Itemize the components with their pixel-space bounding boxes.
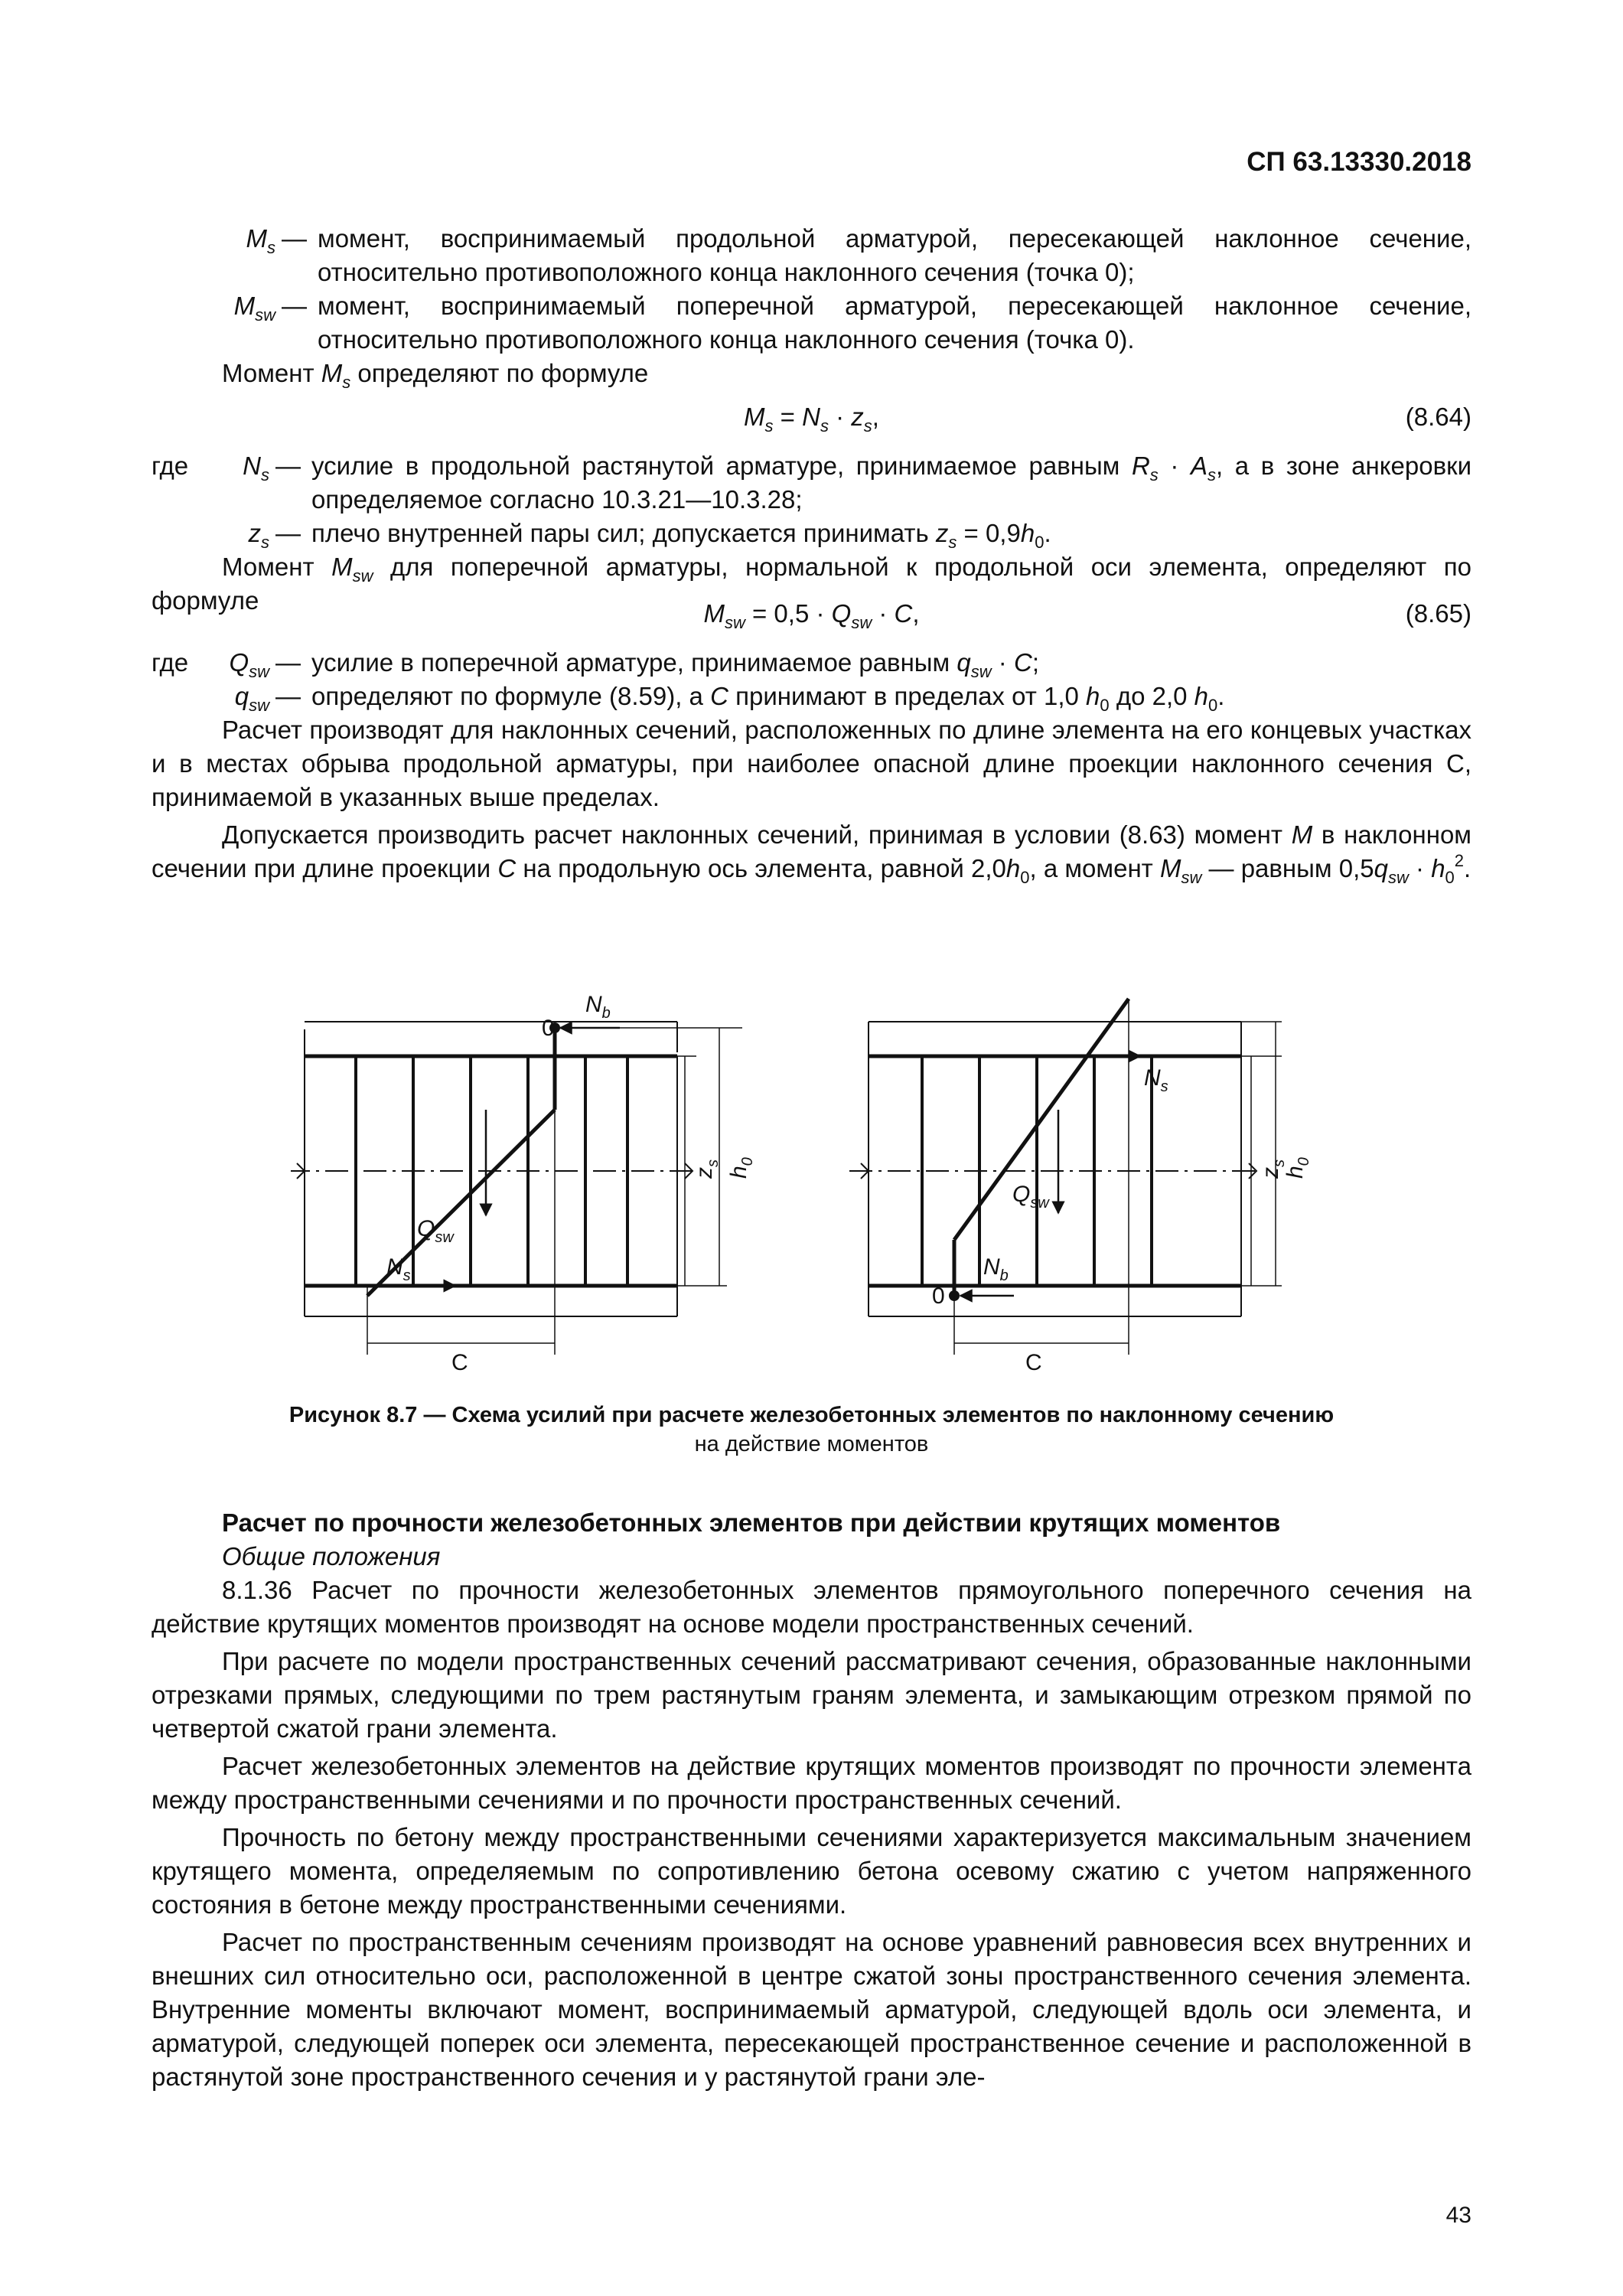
definition-msw: $M_{sw}$ — момент, воспринимаемый поперечной арматурой, пересекающей наклонное сечение, относительно противоположного конца наклонного сечения (точка 0). xyxy=(233,292,1471,354)
left-zs-label: $z_s$ xyxy=(692,1159,722,1179)
right-h0-label: $h_0$ xyxy=(1282,1157,1312,1179)
section-title: Расчет по прочности железобетонных элементов при действии крутящих моментов xyxy=(222,1508,1281,1537)
paragraph: Прочность по бетону между пространственными сечениями характеризуется максимальным значением крутящего момента, определяемым по сопротивлению бетона осевому сжатию с учетом напряженного состояния в бетоне между пространственными сечениями. xyxy=(152,1823,1471,1919)
paragraph: Расчет железобетонных элементов на действие крутящих моментов производят по прочности элемента между пространственными сечениями и по прочности пространственных сечений. xyxy=(152,1752,1471,1814)
page-number: 43 xyxy=(1445,2203,1471,2228)
formula-8-64: $M_s = N_s \cdot z_s$, (8.64) xyxy=(744,403,1471,435)
paragraph: При расчете по модели пространственных сечений рассматривают сечения, образованные наклонными отрезками прямых, следующими по трем растянутым граням элемента, и замыкающим отрезком прямой по четвертой сжатой грани элемента. xyxy=(152,1647,1471,1743)
left-ns-label: $N_s$ xyxy=(386,1254,411,1284)
intro-msw: Момент $M_{sw}$ для поперечной арматуры, нормальной к продольной оси элемента, определяют по формуле xyxy=(152,553,1471,615)
paragraph-allowed: Допускается производить расчет наклонных сечений, принимая в условии (8.63) момент M в наклонном сечении при длине проекции C на продольную ось элемента, равной $2,0h_0$, а момент $M_{sw}$ — равным $0,5q_{sw} \cdot h_0^2$. xyxy=(152,820,1471,887)
paragraph-8-1-36: 8.1.36 Расчет по прочности железобетонных элементов прямоугольного поперечного сечения на действие крутящих моментов производят на основе модели пространственных сечений. xyxy=(152,1576,1471,1638)
upper-text-block xyxy=(152,222,1471,889)
right-zs-label: $z_s$ xyxy=(1258,1159,1288,1179)
right-nb-label: $N_b$ xyxy=(983,1254,1009,1284)
formula-8-65: $M_{sw} = 0,5 \cdot Q_{sw} \cdot C$, (8.65) xyxy=(703,599,1471,632)
left-point-zero-label: 0 xyxy=(542,1016,555,1041)
section-subtitle: Общие положения xyxy=(222,1542,441,1570)
right-ns-label: $N_s$ xyxy=(1144,1065,1168,1095)
definition-zs: $z_s$ — плечо внутренней пары сил; допускается принимать $z_s = 0,9h_0$. xyxy=(248,519,1051,552)
figure-caption: Рисунок 8.7 — Схема усилий при расчете железобетонных элементов по наклонному сечению на действие моментов xyxy=(288,1403,1335,1456)
document-code: СП 63.13330.2018 xyxy=(1247,147,1471,177)
right-c-label: C xyxy=(1025,1350,1042,1375)
right-qsw-label: $Q_{sw}$ xyxy=(1012,1182,1049,1212)
definition-ns: где $N_s$ — усилие в продольной растянутой арматуре, принимаемое равным $R_s \cdot A_s$, а в зоне анкеровки определяемое согласно 10.3.21—10.3.28; xyxy=(152,452,1472,514)
definition-ms: $M_s$ — момент, воспринимаемый продольной арматурой, пересекающей наклонное сечение, относительно противоположного конца наклонного сечения (точка 0); xyxy=(246,224,1471,286)
intro-ms: Момент $M_s$ определяют по формуле xyxy=(222,359,649,392)
figure-8-7 xyxy=(291,983,1331,1381)
definition-qsw-lower: $q_{sw}$ — определяют по формуле (8.59), а C принимают в пределах от 1,0 $h_0$ до 2,0 $h_0$. xyxy=(234,682,1225,715)
left-nb-label: $N_b$ xyxy=(585,992,611,1022)
paragraph-calc: Расчет производят для наклонных сечений, расположенных по длине элемента на его концевых участках и в местах обрыва продольной арматуры, при наиболее опасной длине проекции наклонного сечения C, принимаемой в указанных выше пределах. xyxy=(152,716,1471,811)
left-h0-label: $h_0$ xyxy=(726,1157,756,1179)
right-point-zero-label: 0 xyxy=(932,1283,945,1309)
left-c-label: C xyxy=(451,1350,468,1375)
left-diagram xyxy=(291,1022,742,1355)
left-qsw-label: $Q_{sw}$ xyxy=(417,1216,454,1246)
right-diagram xyxy=(849,999,1282,1355)
paragraph: Расчет по пространственным сечениям производят на основе уравнений равновесия всех внутренних и внешних сил относительно оси, расположенной в центре сжатой зоны пространственного сечения элемента. Внутренние моменты включают момент, воспринимаемый арматурой, следующей вдоль оси элемента, и арматурой, следующей поперек оси элемента, пересекающей пространственное сечение и расположенной в растянутой зоне пространственного сечения и у растянутой грани эле- xyxy=(152,1928,1471,2091)
definition-qsw: где $Q_{sw}$ — усилие в поперечной арматуре, принимаемое равным $q_{sw} \cdot C$; xyxy=(152,648,1039,681)
lower-text-block xyxy=(152,1506,1471,2098)
